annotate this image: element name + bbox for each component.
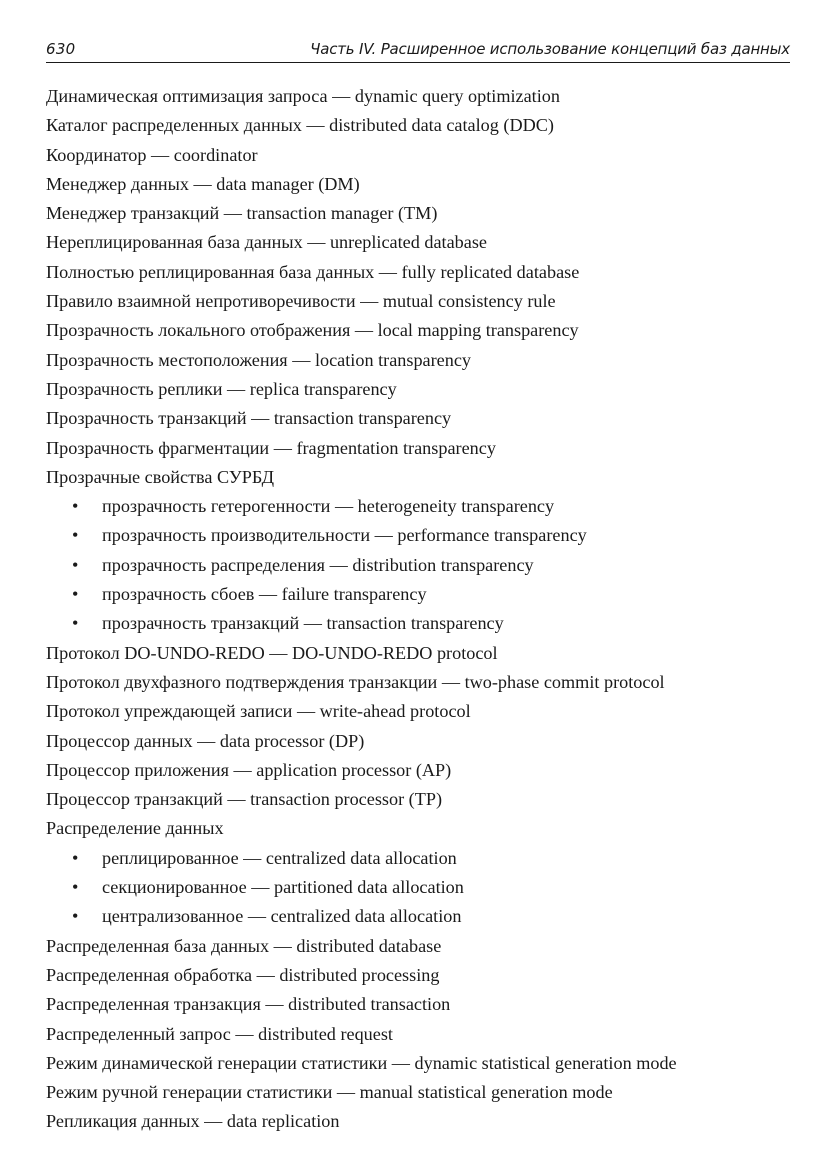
glossary-entry	[46, 375, 806, 404]
entry-text: Полностью реплицированная база данных — fully replicated database	[46, 261, 580, 282]
entry-text: Распределенная база данных — distributed database	[46, 935, 442, 956]
glossary-entry	[46, 1020, 806, 1049]
entry-text: Прозрачность транзакций — transaction transparency	[46, 408, 452, 429]
glossary-entry	[46, 1107, 806, 1136]
entry-text: Распределенный запрос — distributed request	[46, 1023, 393, 1044]
bullet-icon: •	[72, 847, 79, 868]
glossary-entry	[46, 668, 806, 697]
glossary-subentry	[46, 521, 806, 550]
glossary-entry	[46, 346, 806, 375]
entry-text: Репликация данных — data replication	[46, 1111, 340, 1132]
glossary-list	[46, 82, 806, 1137]
entry-text: прозрачность производительности — performance transparency	[102, 525, 587, 546]
glossary-entry	[46, 287, 806, 316]
glossary-subentry	[46, 873, 806, 902]
glossary-entry	[46, 697, 806, 726]
entry-text: Процессор транзакций — transaction processor (TP)	[46, 789, 443, 810]
glossary-entry	[46, 228, 806, 257]
glossary-subentry	[46, 902, 806, 931]
glossary-entry	[46, 82, 806, 111]
glossary-entry	[46, 141, 806, 170]
entry-text: Распределение данных	[46, 818, 224, 839]
entry-text: Протокол DO-UNDO-REDO — DO-UNDO-REDO protocol	[46, 642, 498, 663]
glossary-entry	[46, 170, 806, 199]
entry-text: Динамическая оптимизация запроса — dynamic query optimization	[46, 86, 560, 106]
glossary-subentry	[46, 551, 806, 580]
entry-text: Прозрачность местоположения — location transparency	[46, 349, 471, 370]
entry-text: Режим ручной генерации статистики — manual statistical generation mode	[46, 1082, 613, 1103]
entry-text: Протокол упреждающей записи — write-ahead protocol	[46, 701, 471, 722]
glossary-entry	[46, 932, 806, 961]
page-number: 630	[46, 40, 76, 58]
glossary-subentry	[46, 609, 806, 638]
glossary-entry	[46, 258, 806, 287]
entry-text: прозрачность сбоев — failure transparency	[102, 584, 427, 605]
glossary-entry	[46, 814, 806, 843]
entry-text: Прозрачность фрагментации — fragmentation transparency	[46, 437, 496, 458]
glossary-subentry	[46, 492, 806, 521]
entry-text: прозрачность распределения — distribution transparency	[102, 554, 534, 575]
glossary-entry	[46, 727, 806, 756]
entry-text: Каталог распределенных данных — distributed data catalog (DDC)	[46, 115, 554, 136]
glossary-entry	[46, 463, 806, 492]
entry-text: Распределенная транзакция — distributed transaction	[46, 994, 451, 1015]
entry-text: Прозрачность реплики — replica transparency	[46, 378, 397, 399]
entry-text: Прозрачные свойства СУРБД	[46, 466, 275, 487]
entry-text: Правило взаимной непротиворечивости — mutual consistency rule	[46, 291, 556, 312]
entry-text: прозрачность гетерогенности — heterogeneity transparency	[102, 496, 555, 517]
glossary-entry	[46, 1078, 806, 1107]
entry-text: Протокол двухфазного подтверждения транзакции — two-phase commit protocol	[46, 671, 665, 692]
glossary-entry	[46, 434, 806, 463]
bullet-icon: •	[72, 613, 79, 634]
glossary-entry	[46, 1049, 806, 1078]
entry-text: прозрачность транзакций — transaction transparency	[102, 613, 504, 634]
entry-text: Прозрачность локального отображения — local mapping transparency	[46, 320, 579, 341]
bullet-icon: •	[72, 496, 79, 517]
entry-text: Координатор — coordinator	[46, 144, 258, 165]
glossary-entry	[46, 990, 806, 1019]
glossary-entry	[46, 639, 806, 668]
entry-text: Процессор данных — data processor (DP)	[46, 730, 365, 751]
glossary-subentry	[46, 580, 806, 609]
glossary-entry	[46, 756, 806, 785]
entry-text: Процессор приложения — application processor (AP)	[46, 759, 452, 780]
glossary-entry	[46, 199, 806, 228]
entry-text: централизованное — centralized data allocation	[102, 906, 462, 927]
bullet-icon: •	[72, 584, 79, 605]
bullet-icon: •	[72, 877, 79, 898]
glossary-entry	[46, 316, 806, 345]
entry-text: секционированное — partitioned data allocation	[102, 877, 464, 898]
bullet-icon: •	[72, 525, 79, 546]
entry-text: Режим динамической генерации статистики — dynamic statistical generation mode	[46, 1052, 677, 1073]
bullet-icon: •	[72, 906, 79, 927]
entry-text: Менеджер транзакций — transaction manager (TM)	[46, 203, 438, 224]
glossary-entry	[46, 961, 806, 990]
bullet-icon: •	[72, 554, 79, 575]
entry-text: Распределенная обработка — distributed processing	[46, 964, 440, 985]
page-header	[46, 36, 790, 63]
entry-text: реплицированное — centralized data allocation	[102, 847, 457, 868]
entry-text: Менеджер данных — data manager (DM)	[46, 173, 360, 194]
entry-text: Нереплицированная база данных — unreplicated database	[46, 232, 487, 253]
running-title: Часть IV. Расширенное использование концепций баз данных	[310, 40, 790, 58]
glossary-entry	[46, 111, 806, 140]
glossary-entry	[46, 404, 806, 433]
glossary-subentry	[46, 844, 806, 873]
glossary-entry	[46, 785, 806, 814]
